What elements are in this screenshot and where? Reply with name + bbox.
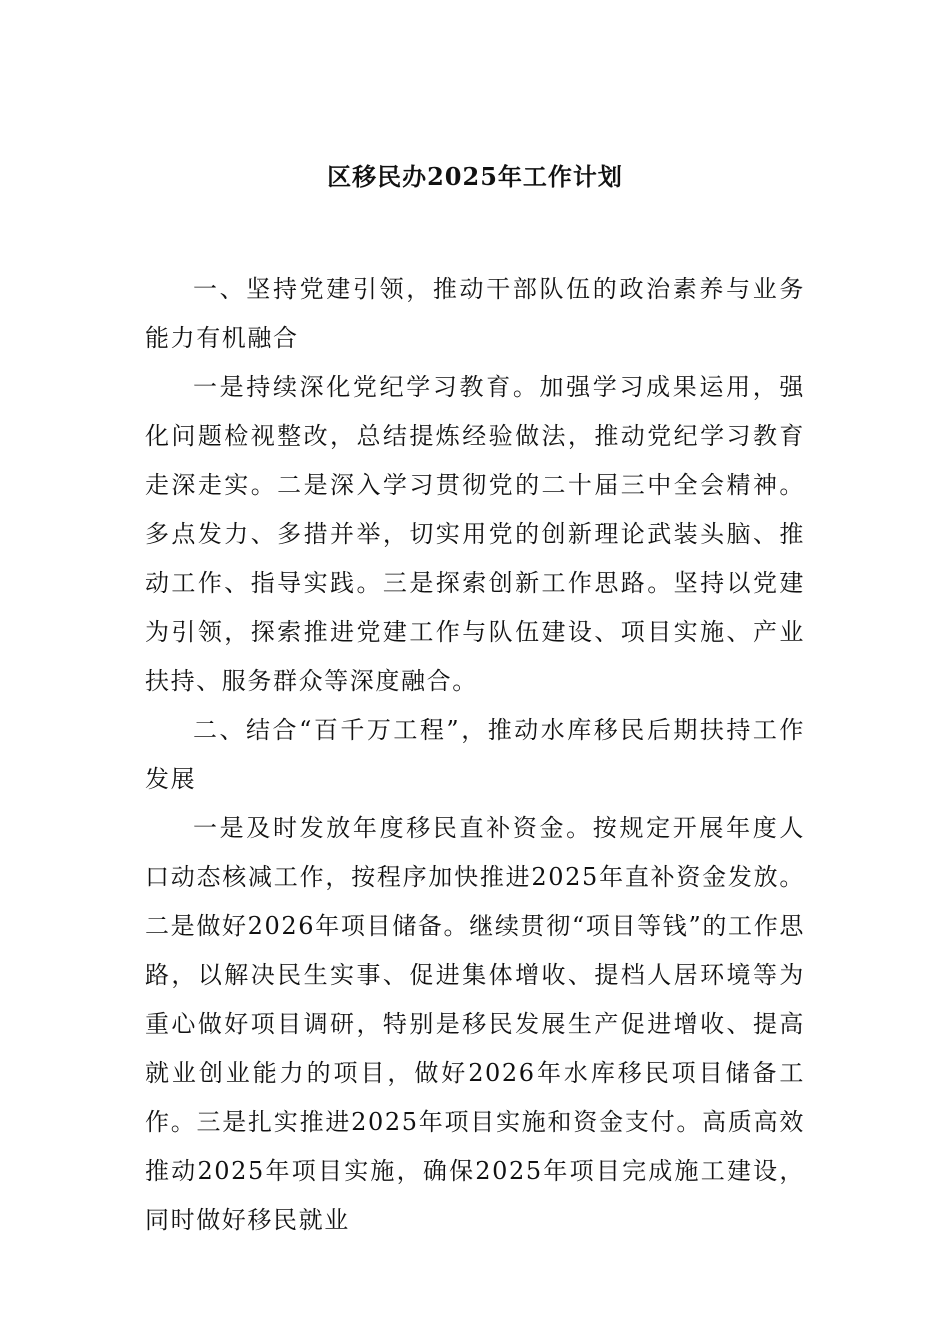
- document-body: [145, 265, 805, 1245]
- section-body-2: 一是及时发放年度移民直补资金。按规定开展年度人口动态核减工作，按程序加快推进2025年直补资金发放。二是做好2026年项目储备。继续贯彻“项目等钱”的工作思路，以解决民生实事、促进集体增收、提档人居环境等为重心做好项目调研，特别是移民发展生产促进增收、提高就业创业能力的项目，做好2026年水库移民项目储备工作。三是扎实推进2025年项目实施和资金支付。高质高效推动2025年项目实施，确保2025年项目完成施工建设，同时做好移民就业: [145, 814, 805, 1234]
- section-heading-2: 二、结合“百千万工程”，推动水库移民后期扶持工作发展: [145, 716, 805, 793]
- section-heading-1: 一、坚持党建引领，推动干部队伍的政治素养与业务能力有机融合: [145, 275, 805, 352]
- section-body-1: 一是持续深化党纪学习教育。加强学习成果运用，强化问题检视整改，总结提炼经验做法，推动党纪学习教育走深走实。二是深入学习贯彻党的二十届三中全会精神。多点发力、多措并举，切实用党的创新理论武装头脑、推动工作、指导实践。三是探索创新工作思路。坚持以党建为引领，探索推进党建工作与队伍建设、项目实施、产业扶持、服务群众等深度融合。: [145, 373, 805, 695]
- document-title: 区移民办2025年工作计划: [327, 162, 623, 191]
